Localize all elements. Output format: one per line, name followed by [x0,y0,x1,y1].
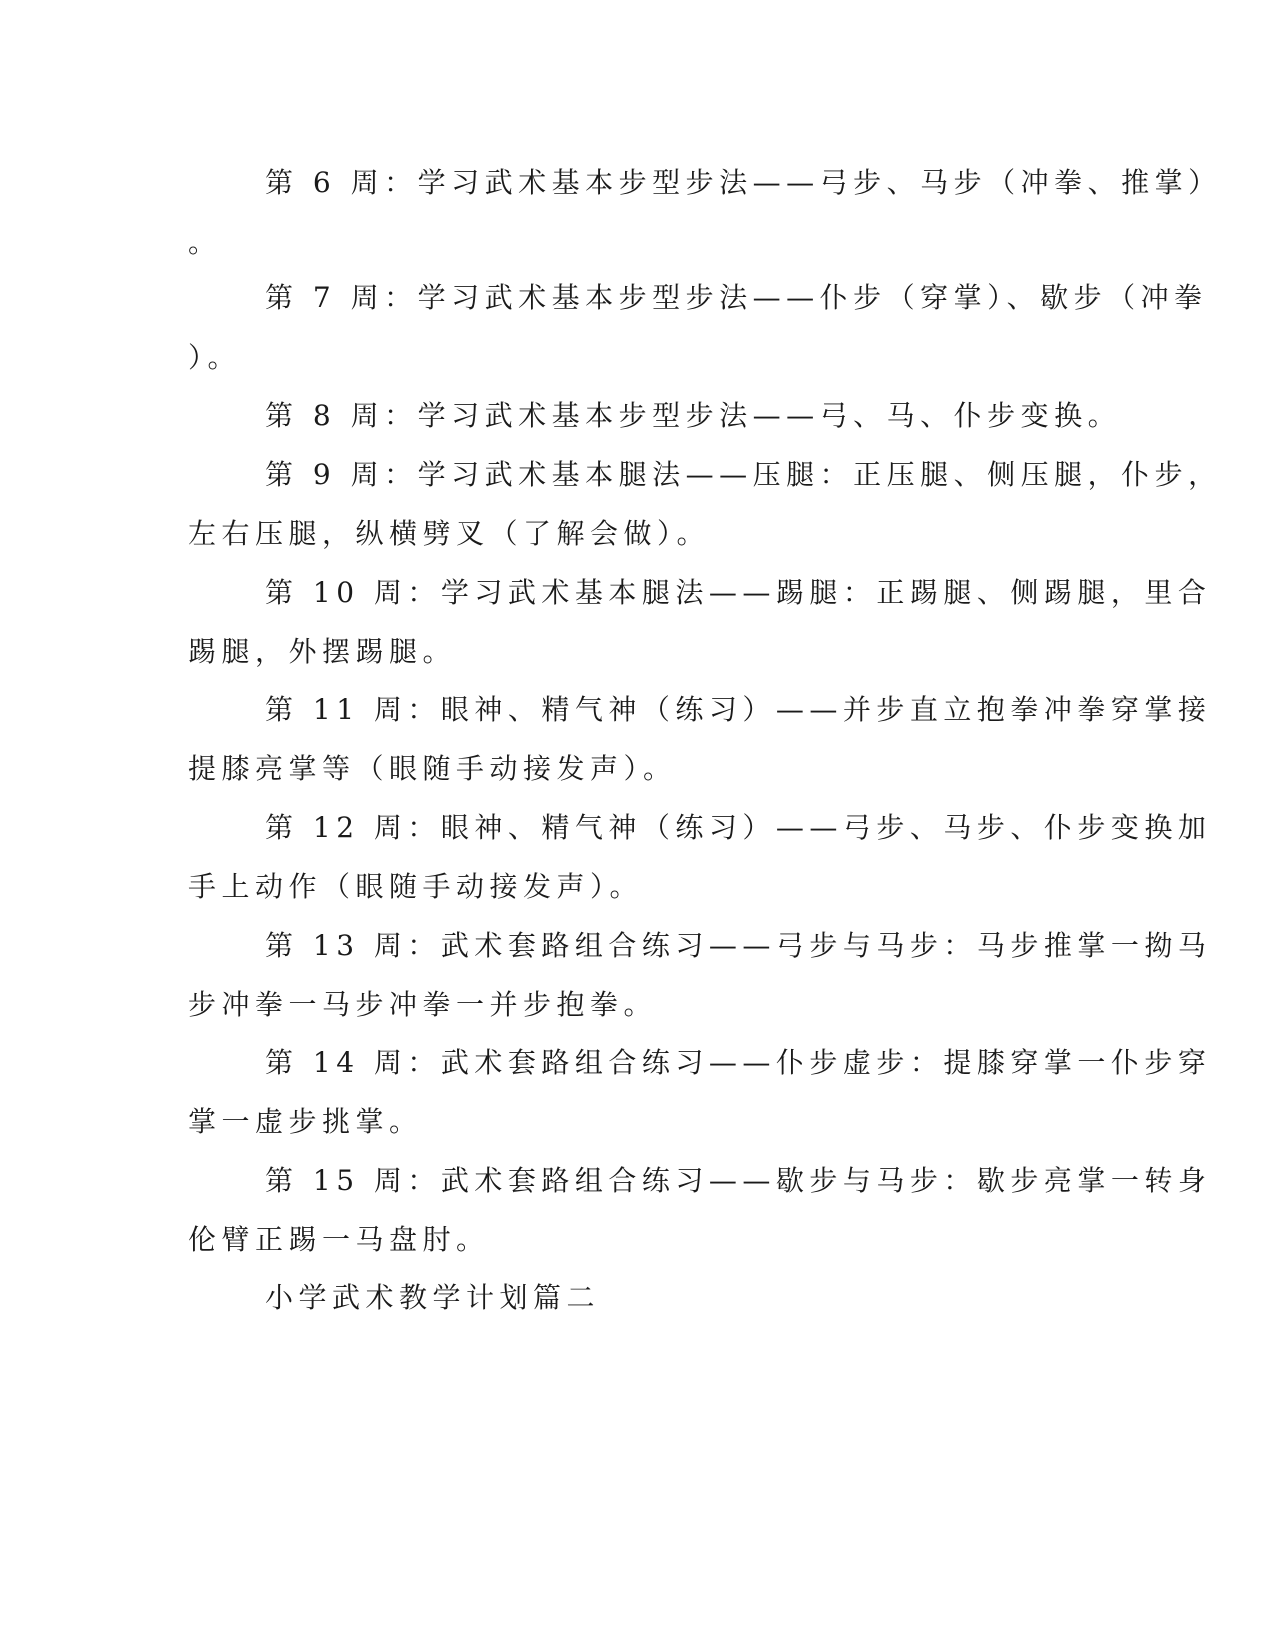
week-14-line-2: 掌一虚步挑掌。 [188,1105,423,1138]
week-10-line-2: 踢腿，外摆踢腿。 [188,635,457,668]
week-14-line-1: 第 14 周：武术套路组合练习——仆步虚步：提膝穿掌一仆步穿 [265,1046,1212,1079]
week-8-line-1: 第 8 周：学习武术基本步型步法——弓、马、仆步变换。 [265,399,1122,432]
week-11-line-1: 第 11 周：眼神、精气神（练习）——并步直立抱拳冲拳穿掌接 [265,693,1212,726]
week-9-line-2: 左右压腿，纵横劈叉（了解会做）。 [188,517,711,550]
week-15-line-1: 第 15 周：武术套路组合练习——歇步与马步：歇步亮掌一转身 [265,1164,1212,1197]
week-7-line-1: 第 7 周：学习武术基本步型步法——仆步（穿掌）、歇步（冲拳 [265,281,1208,314]
week-6-line-2: 。 [188,226,222,259]
week-13-line-1: 第 13 周：武术套路组合练习——弓步与马步：马步推掌一拗马 [265,929,1212,962]
week-15-line-2: 伦臂正踢一马盘肘。 [188,1223,490,1256]
week-13-line-2: 步冲拳一马步冲拳一并步抱拳。 [188,988,658,1021]
week-9-line-1: 第 9 周：学习武术基本腿法——压腿：正压腿、侧压腿，仆步， [265,458,1222,491]
week-11-line-2: 提膝亮掌等（眼随手动接发声）。 [188,752,677,785]
week-10-line-1: 第 10 周：学习武术基本腿法——踢腿：正踢腿、侧踢腿，里合 [265,576,1212,609]
week-7-line-2: ）。 [188,341,242,374]
week-12-line-1: 第 12 周：眼神、精气神（练习）——弓步、马步、仆步变换加 [265,811,1212,844]
week-12-line-2: 手上动作（眼随手动接发声）。 [188,870,644,903]
section-heading: 小学武术教学计划篇二 [265,1281,601,1314]
week-6-line-1: 第 6 周：学习武术基本步型步法——弓步、马步（冲拳、推掌） [265,166,1222,199]
